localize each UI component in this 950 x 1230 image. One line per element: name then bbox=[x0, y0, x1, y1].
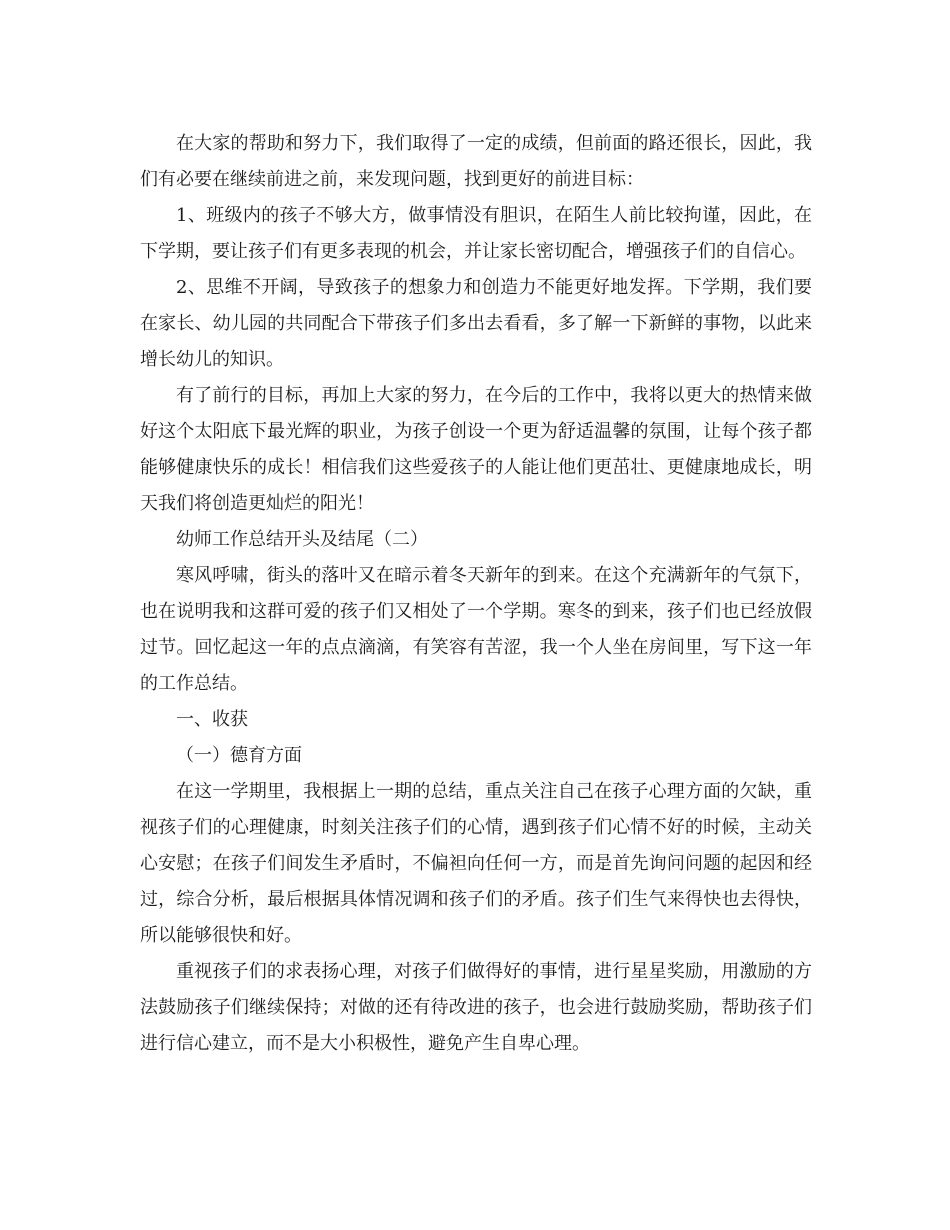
paragraph-point-1: 1、班级内的孩子不够大方，做事情没有胆识，在陌生人前比较拘谨，因此，在下学期，要让孩子们有更多表现的机会，并让家长密切配合，增强孩子们的自信心。 bbox=[140, 205, 812, 262]
paragraph-intro: 在大家的帮助和努力下，我们取得了一定的成绩，但前面的路还很长，因此，我们有必要在继续前进之前，来发现问题，找到更好的前进目标： bbox=[140, 133, 812, 190]
paragraph-moral-2: 重视孩子们的求表扬心理，对孩子们做得好的事情，进行星星奖励，用激励的方法鼓励孩子们继续保持；对做的还有待改进的孩子，也会进行鼓励奖励，帮助孩子们进行信心建立，而不是大小积极性，避免产生自卑心理。 bbox=[140, 961, 812, 1054]
paragraph-moral-1: 在这一学期里，我根据上一期的总结，重点关注自己在孩子心理方面的欠缺，重视孩子们的心理健康，时刻关注孩子们的心情，遇到孩子们心情不好的时候，主动关心安慰；在孩子们间发生矛盾时，不偏袒向任何一方，而是首先询问问题的起因和经过，综合分析，最后根据具体情况调和孩子们的矛盾。孩子们生气来得快也去得快，所以能够很快和好。 bbox=[140, 781, 812, 946]
heading-moral-education: （一）德育方面 bbox=[176, 745, 302, 766]
heading-harvest: 一、收获 bbox=[176, 709, 248, 730]
document-body bbox=[140, 126, 812, 1062]
paragraph-point-2: 2、思维不开阔，导致孩子的想象力和创造力不能更好地发挥。下学期，我们要在家长、幼儿园的共同配合下带孩子们多出去看看，多了解一下新鲜的事物，以此来增长幼儿的知识。 bbox=[140, 277, 812, 370]
paragraph-conclusion: 有了前行的目标，再加上大家的努力，在今后的工作中，我将以更大的热情来做好这个太阳底下最光辉的职业，为孩子创设一个更为舒适温馨的氛围，让每个孩子都能够健康快乐的成长！相信我们这些爱孩子的人能让他们更茁壮、更健康地成长，明天我们将创造更灿烂的阳光！ bbox=[140, 385, 812, 514]
paragraph-opening: 寒风呼啸，街头的落叶又在暗示着冬天新年的到来。在这个充满新年的气氛下，也在说明我和这群可爱的孩子们又相处了一个学期。寒冬的到来，孩子们也已经放假过节。回忆起这一年的点点滴滴，有笑容有苦涩，我一个人坐在房间里，写下这一年的工作总结。 bbox=[140, 565, 812, 694]
section-title: 幼师工作总结开头及结尾（二） bbox=[176, 529, 428, 550]
